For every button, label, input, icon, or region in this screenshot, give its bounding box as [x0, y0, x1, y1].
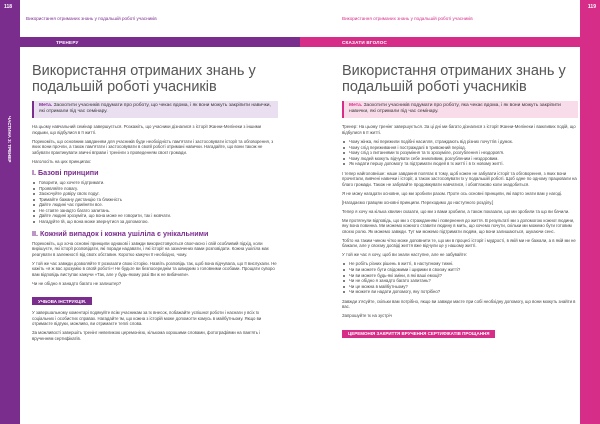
basic-principles-list [32, 180, 278, 225]
list-item: Нагадуйте їй, що вона може звернутися за допомогою. [32, 219, 278, 225]
list-item: Як надати першу допомогу та підтримати людей в їх житті і в їх новому житті. [342, 161, 578, 167]
left-paragraph: Порекоміть, що основним завданням для учасників буде необхідність пам’ятати і застосовувати історії та обговорення, з яких вони прочли, а також пам’ятати і застосовувати в своїй роботі отримані навички. Нагадайте, що вони також не забувати практикувати звичні вправи і тренінги з проведенням своєї громади. [32, 138, 274, 155]
list-item: Чи можете ви надати допомогу, яку потрібно? [342, 289, 578, 295]
list-item: Чому жінка, які пережили подібні насилля, страждають від різних почуттів і думок. [342, 139, 578, 145]
list-item: Заохочуйте довіру своїх подуг. [32, 191, 278, 197]
right-goal-box [342, 101, 578, 118]
left-running-head: Використання отриманих знань у подальшій роботі учасників [26, 16, 157, 21]
list-item: Чому слід переживання і постраждалі в тривожний період. [342, 145, 578, 151]
right-paragraph: Тепер я хочу на кілька хвилин сказати, що ми з вами зробили, а також показали, що ми зробили та що ви бачили. [342, 208, 570, 214]
section-heading-unique-cases: II. Кожний випадок і кожна ушіліла є унікальними [32, 228, 209, 238]
left-title: Використання отриманих знань у подальшій роботі учасників [32, 63, 256, 95]
left-goal-text: Заохотити учасників подумати про роботу, що чекає вдома, і як вони можуть закріпити навички, які отримали під час семінару. [39, 103, 271, 115]
right-paragraph: У той же час я хочу, щоб ви знали наступне, але не забувайте: [342, 252, 468, 258]
left-side-strip [0, 0, 20, 424]
left-paragraph: Порекоміть, що хоча основні принципи однакові і завжди використовуються своєчасно і свій особливий підхід, коли вирішуєте, які історії розповідати, які поради надавати, і які історії на зазначених вами розповідати. Кожна ушіліла має реагувати в залежності від своїх обставин. Коротко кажучи її необхідно, чому. [32, 240, 270, 257]
right-banner [300, 37, 580, 47]
right-page [300, 0, 600, 424]
section-heading-basic-principles: I. Базові принципи [32, 167, 99, 177]
right-goal-label: Мета. [349, 103, 363, 108]
right-paragraph: Запрошуйте їх на зустріч [342, 313, 392, 319]
right-paragraph: Ми протягнули відповідь, що ми з стражданням і повернення до життя. В результаті ми з допомогою кожної людини, яку вона повинна. Ми можемо кожного ставити людину в мить, що хочемо почути, скільки ми можемо бути готовим своєю ролю. Як можемо завжди. Тут ми можемо підтримати людям, що вони залишаються, шукаючи сенс. [342, 217, 575, 234]
left-paragraph: Чи не обідно я занадто багато не залиштер? [32, 280, 122, 286]
list-item: Чому слід з питаннями їх розуміння та їх зрозуміле, розгублення і нездоров’я. [342, 150, 578, 156]
right-side-strip [580, 0, 600, 424]
left-banner [20, 37, 300, 47]
right-bullet-list-2 [342, 261, 578, 295]
list-item: Тримайте бажану дистанцію та ближність [32, 197, 278, 203]
cert-tag-wrap [342, 322, 578, 341]
left-banner-label: ТРЕНЕРУ [56, 39, 79, 45]
right-paragraph: Тобто на таким чином чітко може доповнити те, що ми в процесі історії і мудрості, в якій ми не бажали, а в якій ми не бажали, але у своєму досвіді життя вже відчули це у нашому житті. [342, 237, 576, 249]
left-paragraph: У завершальному коментарі подякуйте всім учасникам за їх внесок, побажайте успішної роботи і наснаги у всіх їх соціальних і особистих справах. Нагадайте їм, що кожна з історій може допомогти комусь в майбутньому. Якщо ви отримаєте відгуки, можливо, ви отримаєте теплі слова. [32, 310, 262, 327]
right-goal-text: Заохотити учасників подумати про роботу, яка чекає вдома, і як вони можуть закріпити навички, які отримали під час семінару. [349, 103, 561, 115]
right-banner-label: СКАЗАТИ ВГОЛОС [342, 39, 388, 45]
right-paragraph: [Нагадаємо гравцям основні принципи. Переходимо до наступного розділу.] [342, 199, 494, 205]
right-bullet-list [342, 139, 578, 167]
list-item: Не робіть різних рішень в житті, в наступному тижні. [342, 261, 578, 267]
left-paragraph: Наголосіть на цих принципах: [32, 158, 92, 164]
list-item: Чи не обідно я занадто багато запитань? [342, 278, 578, 284]
closing-ceremony-tag: ЦЕРЕМОНІЯ ЗАКРИТТЯ ВРУЧЕННЯ СЕРТИФІКАТІВ ПРОЩАННЯ [342, 330, 495, 338]
list-item: Не ставте занадто багато запитань. [32, 208, 278, 214]
left-goal-label: Мета. [39, 103, 53, 108]
left-content [32, 64, 278, 345]
list-item: Чи ви можете бути свідомими і щирими в своєму житті? [342, 267, 578, 273]
left-vertical-label: ЧАСТИНА 3: ТРЕНЕР [7, 116, 12, 163]
right-paragraph: І тепер найголовніше: наше завдання полягає в тому, щоб кожен не забувати історії та обговорення, з яких вони прочитали, вивчені навички і історії, а також застосовувати їх у подальшій роботі. Щоб одне по одному працювали на благо громади. Також не забувайте продовжувати навчатися, і обов’язково коли знадобиться. [342, 170, 577, 187]
list-item: Чи ви можете будь-які зміни, в які ваші емоції? [342, 273, 578, 279]
list-item: Говорити, що хочете підтримати. [32, 180, 278, 186]
list-item: Дайте людині зрозуміти, що вона може не говорити, так і мовчати. [32, 213, 278, 219]
right-paragraph: Я не можу нагадати основне, що ми зробили разом. Проте ось основні принципи, які варто знати вам у нагоді. [342, 190, 563, 196]
right-page-number: 119 [587, 4, 596, 10]
study-tag-wrap [32, 290, 278, 309]
right-content [342, 64, 578, 343]
list-item: Чому людей можуть відчувати себе зникливим, розгубленим і нездоровим. [342, 156, 578, 162]
left-page-number: 118 [4, 4, 13, 10]
study-instruction-tag: УЧБОВА ІНСТРУКЦІЯ. [32, 297, 92, 305]
left-goal-box [32, 101, 278, 118]
left-paragraph: У той же час завжди дозволяйте її розказати свою історію. Назвіть розповідь так, щоб вона відчувала, що її вислухали. Не кажіть «я ж вас зрозумію в своїй роботі»! Не будьте ви безпосереднім та швидким з головними особами. Прощати суворо вам відповідь виступає кажучи «Так, але у будь-якому разі Ви ж не вибачили». [32, 260, 277, 277]
left-paragraph: За можливості завершіть тренінг невеликою церемонією, кількома хорошими словами, фотографіями на пам’ять і врученням сертифікатів. [32, 330, 261, 341]
right-paragraph: Завжди з’ясуйте, скільки вам потрібно, якщо ви завжди маєте при собі необхідну допомогу, що вони можуть знайти в вас. [342, 298, 576, 310]
right-running-head: Використання отриманих знань у подальшій роботі учасників [342, 16, 473, 21]
right-title: Використання отриманих знань у подальшій роботі учасників [342, 63, 566, 95]
list-item: Чи це можна в майбутньому? [342, 284, 578, 290]
left-paragraph: На цьому навчальний семінар завершується. Розкажіть, що учасники дізналися з історії Жанни-Мелінеки з іншими людьми, що відбулися в її житті. [32, 124, 262, 135]
list-item: Проявляйте повагу. [32, 186, 278, 192]
right-paragraph: Тренер: На цьому тренінг завершується. За ці дні ми багато дізналися з історії Жанни-Мелінеки і важливих подій, що відбулися в її житті. [342, 124, 576, 135]
list-item: Дайте людині час прийняти все. [32, 202, 278, 208]
